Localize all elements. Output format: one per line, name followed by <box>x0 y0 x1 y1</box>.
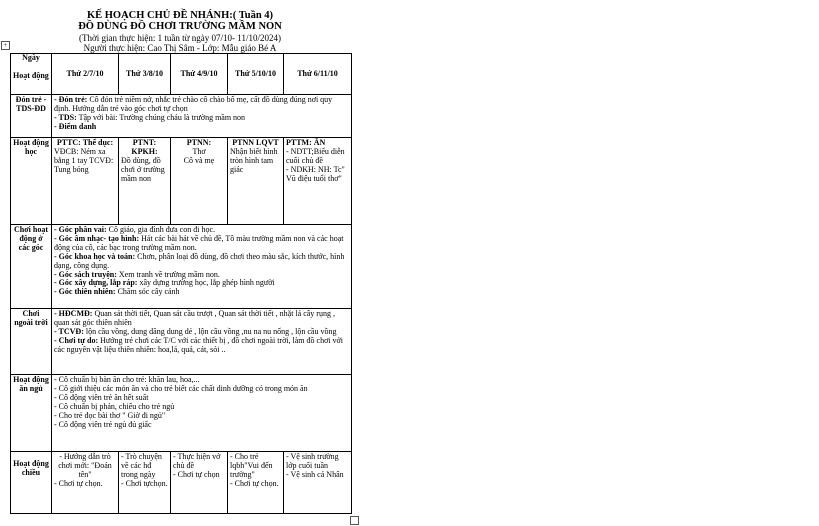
corner-day-label: Ngày <box>22 53 40 62</box>
row-goc <box>11 225 352 309</box>
chieu-mon-text-1: - Hướng dẫn trò chơi mới: "Đoán tên" <box>58 452 112 479</box>
an-ngu-line: - Cô giới thiệu các món ăn và cho trẻ biết các chất dinh dưỡng có trong món ăn <box>54 383 308 393</box>
chieu-mon-text-2: - Chơi tự chọn. <box>54 478 103 488</box>
tds-text: Tập với bài: Trường chúng cháu là trường mầm non <box>76 112 246 122</box>
hoc-fri-heading: PTTM: ÂN <box>286 138 326 147</box>
tcvd-heading: - TCVĐ: <box>54 326 84 336</box>
day-header-4: Thứ 5/10/10 <box>228 54 284 95</box>
goc-item: - Góc phân vai: Cô giáo, gia đình đưa con đi học. <box>54 225 215 234</box>
diem-danh-text: - Điểm danh <box>54 121 97 131</box>
chieu-fri-text-1: - Vệ sinh trường lớp cuối tuần <box>286 452 339 470</box>
day-header-5: Thứ 6/11/10 <box>284 54 352 95</box>
don-tre-heading: - Đón trẻ: <box>54 95 88 104</box>
chieu-wed-text-1: - Thực hiện vở chủ đề <box>173 452 221 470</box>
chieu-cell-tue <box>119 452 171 514</box>
teacher-info: Người thực hiện: Cao Thị Sâm - Lớp: Mẫu giáo Bé A <box>83 43 277 53</box>
an-ngu-line: - Cô động viên trẻ ăn hết suất <box>54 392 149 402</box>
hoc-cell-wed <box>171 138 228 225</box>
corner-activity-label: Hoạt động <box>13 70 49 80</box>
row-label-ngoai-troi: Chơi ngoài trời <box>11 309 52 375</box>
row-an-ngu <box>11 375 352 452</box>
chieu-tue-text-2: - Chơi tựchọn. <box>121 478 168 488</box>
hoc-cell-mon <box>52 138 119 225</box>
chieu-cell-wed <box>171 452 228 514</box>
tcvd-text: lộn cầu vồng, dung dăng dung dẻ , lộn cầu vồng ,nu na nu nống , lộn cầu vồng <box>83 326 337 336</box>
hoc-wed-text-2: Cô và mẹ <box>183 155 215 165</box>
tds-heading: - TDS: <box>54 112 77 122</box>
row-label-chieu: Hoạt động chiều <box>11 452 52 514</box>
table-move-icon[interactable]: + <box>1 41 10 50</box>
chieu-cell-thu <box>228 452 284 514</box>
header-row <box>11 54 352 95</box>
chieu-thu-text-2: - Chơi tự chọn. <box>230 478 279 488</box>
chieu-cell-mon <box>52 452 119 514</box>
choi-tu-do-heading: - Chơi tự do: <box>54 335 99 345</box>
hoc-wed-heading: PTNN: <box>186 138 212 147</box>
plan-title: KẾ HOẠCH CHỦ ĐỀ NHÁNH:( Tuần 4) <box>86 10 274 21</box>
an-ngu-line: - Cô chuẩn bị phản, chiếu cho trẻ ngủ <box>54 401 175 411</box>
hoc-tue-text: Đồ dùng, đồ chơi ở trường mầm non <box>121 155 165 183</box>
goc-item: - Góc xây dựng, lắp ráp: xây dựng trường học, lắp ghép hình người <box>54 278 275 288</box>
goc-item: - Góc sách truyện: Xem tranh về trường mầm non. <box>54 269 220 279</box>
day-header-2: Thứ 3/8/10 <box>119 54 171 95</box>
ngoai-troi-content <box>52 309 352 375</box>
time-period: (Thời gian thực hiện: 1 tuần từ ngày 07/10- 11/10/2024) <box>79 33 281 43</box>
goc-item: - Góc khoa học và toán: Chơn, phân loại đồ dùng, đồ chơi theo màu sắc, kích thước, hình dạng, công dụng. <box>54 251 345 270</box>
row-label-don-tre: Đón trẻ - TDS-ĐD <box>11 95 52 138</box>
an-ngu-line: - Cho trẻ đọc bài thơ " Giờ đi ngủ" <box>54 410 166 420</box>
row-label-an-ngu: Hoạt động ăn ngủ <box>11 375 52 452</box>
hoc-cell-tue <box>119 138 171 225</box>
chieu-cell-fri <box>284 452 352 514</box>
row-hoat-dong-hoc <box>11 138 352 225</box>
row-label-goc: Chơi hoạt động ở các góc <box>11 225 52 309</box>
hoc-cell-fri <box>284 138 352 225</box>
hoc-fri-text-1: - NDTT;Biểu diễn cuối chủ đề <box>286 146 345 165</box>
hoc-wed-text-1: Thơ <box>192 146 206 156</box>
hoc-thu-text: Nhận biết hình tròn hình tam giác <box>230 146 278 174</box>
corner-cell <box>11 54 52 95</box>
row-don-tre <box>11 95 352 138</box>
chieu-tue-text-1: - Trò chuyện về các hđ trong ngày <box>121 452 162 479</box>
hdcmd-heading: - HĐCMĐ: <box>54 309 93 318</box>
hoc-tue-heading: PTNT: KPKH: <box>131 138 158 156</box>
goc-content <box>52 225 352 309</box>
don-tre-content <box>52 95 352 138</box>
goc-item: - Góc thiên nhiên: Chăm sóc cây cảnh <box>54 287 180 297</box>
row-chieu <box>11 452 352 514</box>
hoc-cell-thu <box>228 138 284 225</box>
row-ngoai-troi <box>11 309 352 375</box>
day-header-3: Thứ 4/9/10 <box>171 54 228 95</box>
hdcmd-text: Quan sát thời tiết, Quan sát cầu trượt , Quan sát thời tiết , nhặt lá cây rụng , quan sát góc thiên nhiên <box>54 309 335 327</box>
hoc-thu-heading: PTNN LQVT <box>232 138 279 147</box>
chieu-wed-text-2: - Chơi tự chọn <box>173 469 220 479</box>
weekly-plan-table <box>10 53 352 514</box>
row-label-hoc: Hoạt động học <box>11 138 52 225</box>
don-tre-text: Cô đón trẻ niềm nở, nhắc trẻ chào cô chào bố mẹ, cất đồ dùng đúng nơi quy định. Hướng dẫn trẻ vào góc chơi tự chọn <box>54 95 333 113</box>
chieu-fri-text-2: - Vệ sinh cá Nhân <box>286 469 344 479</box>
hoc-mon-text: VĐCB: Ném xa bằng 1 tay TCVĐ: Tung bóng <box>54 146 114 174</box>
hoc-fri-text-2: - NDKH: NH: Tc" Vũ điệu tuổi thơ" <box>286 164 345 183</box>
an-ngu-line: - Cô chuẩn bị bàn ăn cho trẻ: khăn lau, hoa,... <box>54 375 200 384</box>
goc-item: - Góc âm nhạc- tạo hình: Hát các bài hát về chủ đề, Tô màu trường mầm non và các hoạt động của cô, các bạc trong trường mầm non. <box>54 233 344 252</box>
choi-tu-do-text: Hướng trẻ chơi các T/C với các thiết bị , đồ chơi ngoài trời, làm đồ chơi với các nguyên vật liệu thiên nhiên: hoa,lá, quả, cát, sỏi .. <box>54 335 343 354</box>
day-header-1: Thứ 2/7/10 <box>52 54 119 95</box>
topic-title: ĐỒ DÙNG ĐỒ CHƠI TRƯỜNG MẦM NON <box>78 21 282 32</box>
an-ngu-line: - Cô động viên trẻ ngủ đủ giấc <box>54 419 152 429</box>
table-resize-handle[interactable] <box>350 516 359 525</box>
hoc-mon-heading: PTTC: Thể dục: <box>56 138 114 147</box>
an-ngu-content <box>52 375 352 452</box>
chieu-thu-text-1: - Cho trẻ lqbh"Vui đến trường" <box>230 452 273 479</box>
